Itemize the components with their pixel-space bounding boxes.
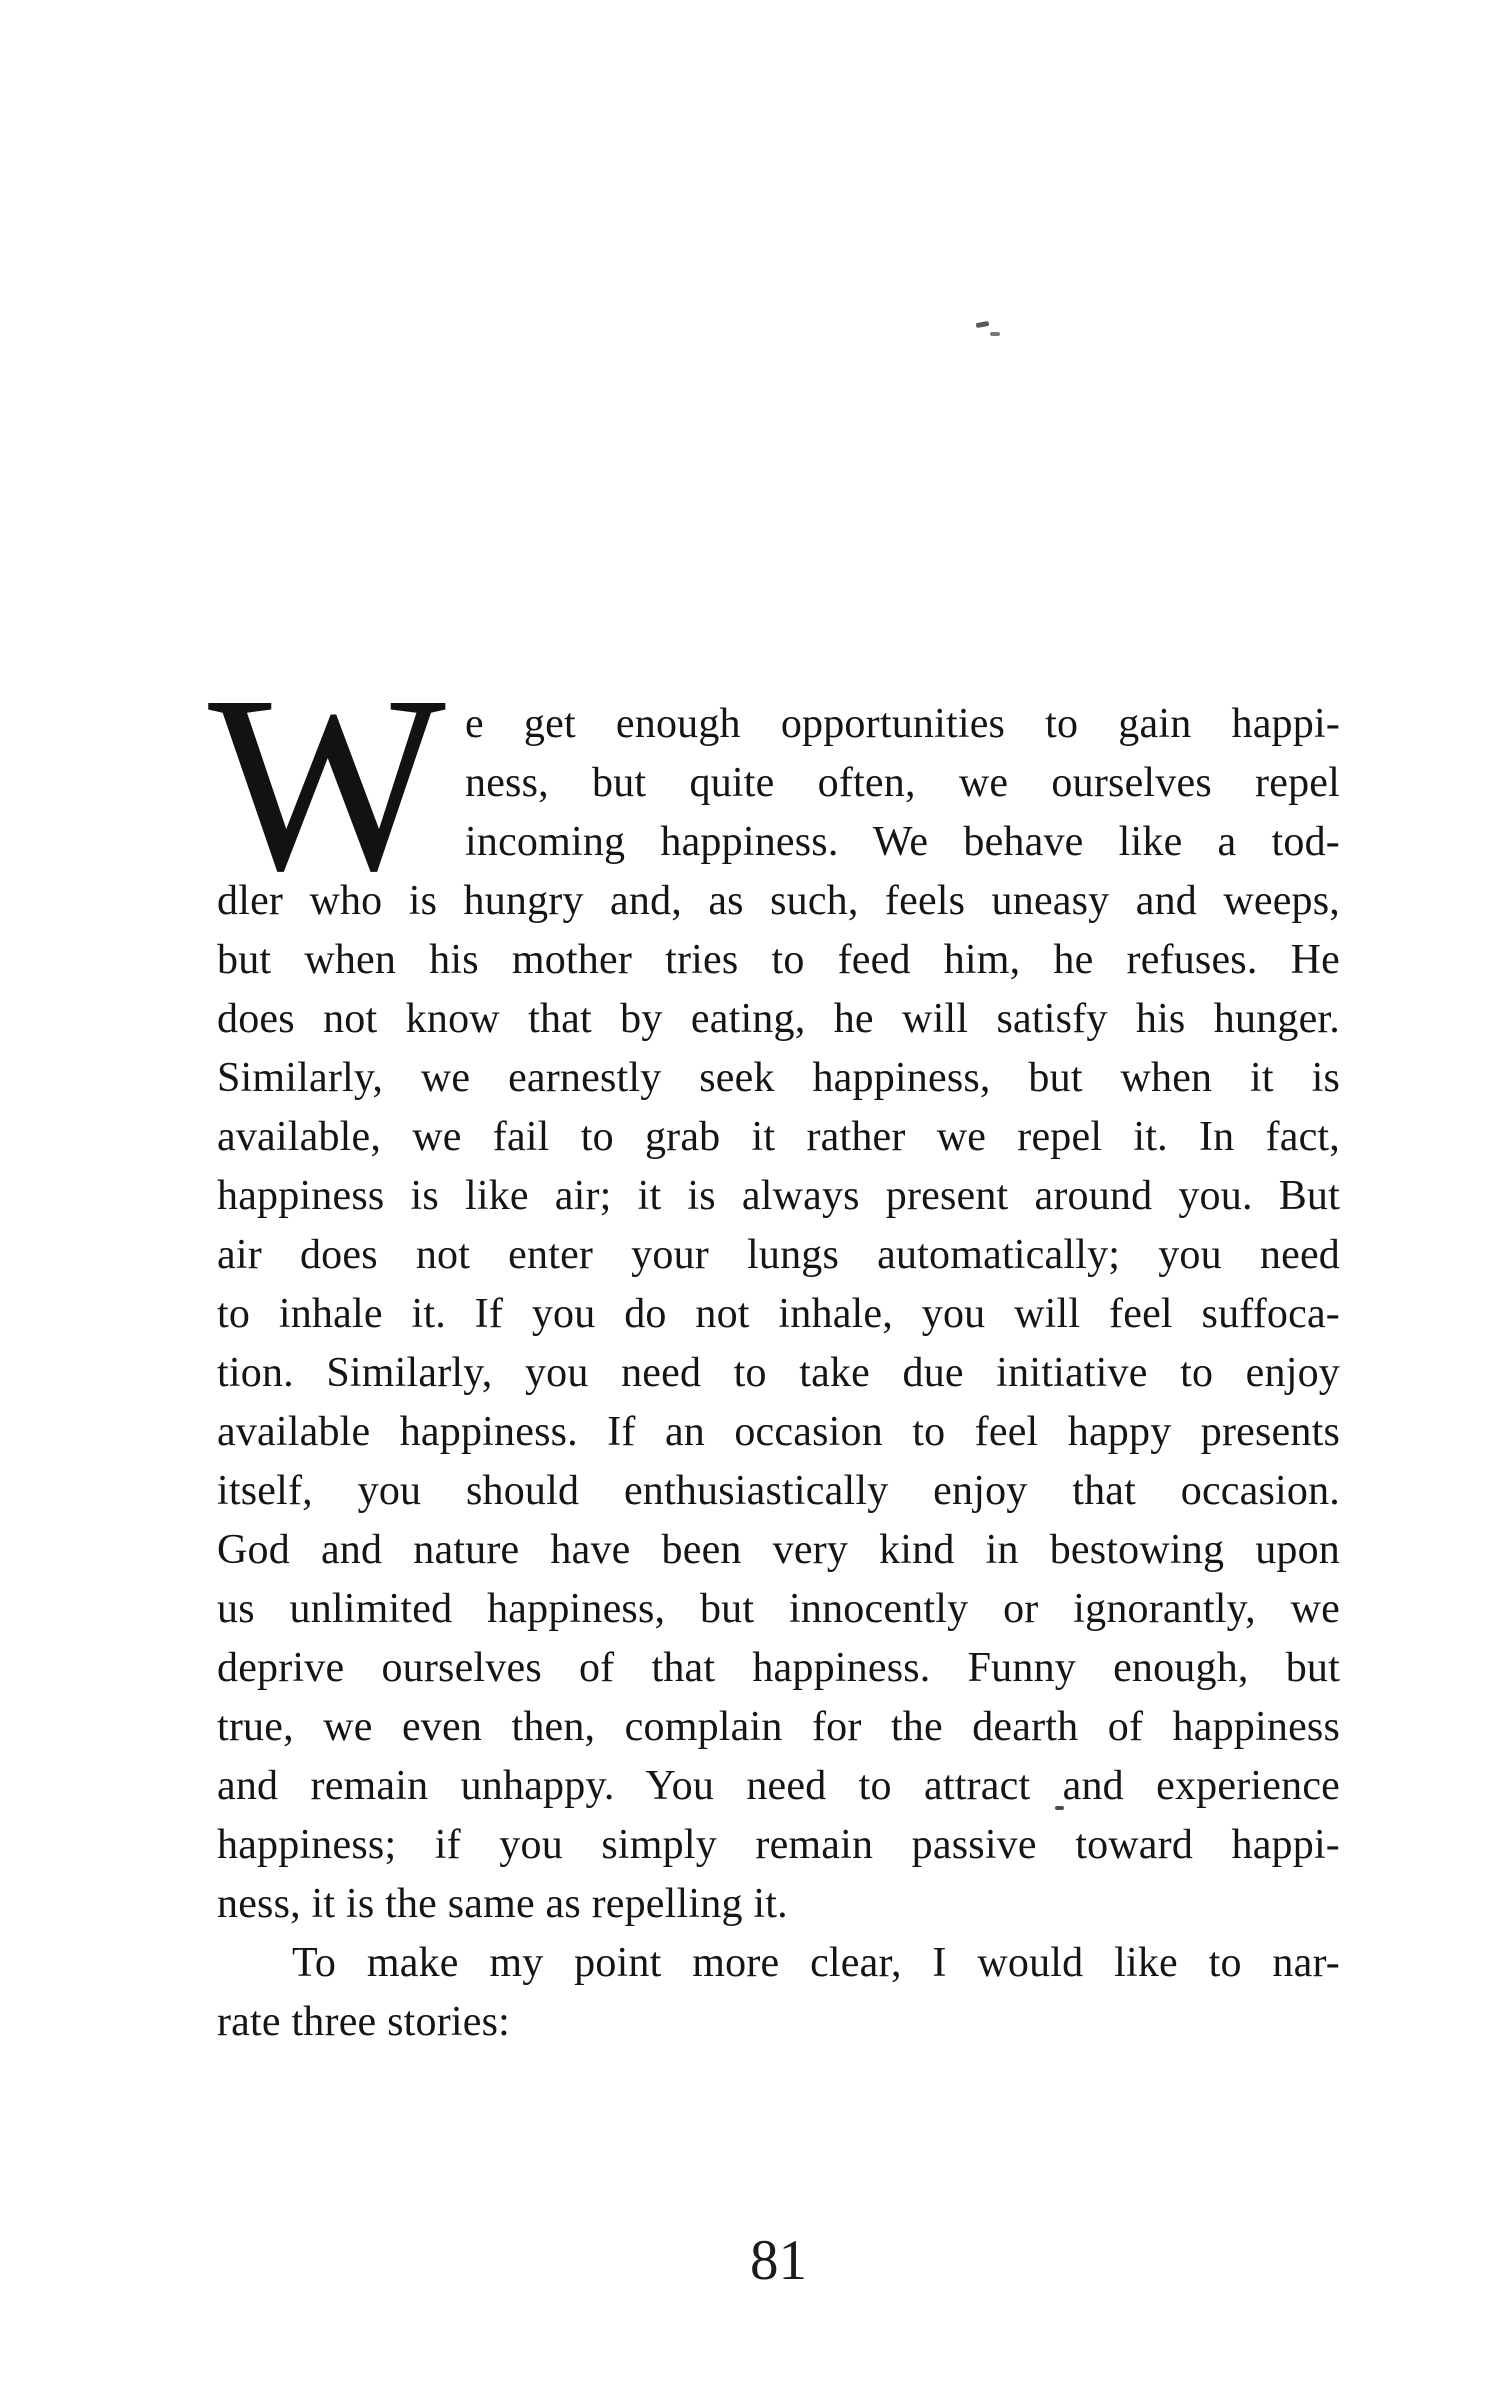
text-line: Similarly, we earnestly seek happiness, but when it is — [217, 1055, 1340, 1101]
text-line: tion. Similarly, you need to take due initiative to enjoy — [217, 1350, 1340, 1396]
text-line: rate three stories: — [217, 1999, 511, 2045]
page-number: 81 — [750, 2229, 807, 2292]
scan-smudge-mark — [990, 332, 1000, 336]
text-line: us unlimited happiness, but innocently or ignorantly, we — [217, 1586, 1340, 1632]
text-line: deprive ourselves of that happiness. Funny enough, but — [217, 1645, 1340, 1691]
text-line: but when his mother tries to feed him, he refuses. He — [217, 937, 1340, 983]
text-line: does not know that by eating, he will satisfy his hunger. — [217, 996, 1340, 1042]
text-line: air does not enter your lungs automatically; you need — [217, 1232, 1340, 1278]
text-line: ness, but quite often, we ourselves repel — [465, 760, 1340, 806]
text-line: itself, you should enthusiastically enjoy that occasion. — [217, 1468, 1340, 1514]
text-line: e get enough opportunities to gain happi- — [465, 701, 1340, 747]
text-line: and remain unhappy. You need to attract and experience — [217, 1763, 1340, 1809]
text-line: incoming happiness. We behave like a tod- — [465, 819, 1340, 865]
text-line: happiness; if you simply remain passive toward happi- — [217, 1822, 1340, 1868]
text-line: ness, it is the same as repelling it. — [217, 1881, 788, 1927]
text-line: to inhale it. If you do not inhale, you will feel suffoca- — [217, 1291, 1340, 1337]
drop-cap-letter: W — [208, 643, 446, 923]
text-line: true, we even then, complain for the dearth of happiness — [217, 1704, 1340, 1750]
scan-smudge-mark — [976, 321, 990, 328]
text-line: To make my point more clear, I would like to nar- — [292, 1940, 1340, 1986]
text-line: available happiness. If an occasion to feel happy presents — [217, 1409, 1340, 1455]
text-line: happiness is like air; it is always present around you. But — [217, 1173, 1340, 1219]
body-text — [217, 695, 1340, 2052]
text-line: dler who is hungry and, as such, feels uneasy and weeps, — [217, 878, 1340, 924]
text-line: God and nature have been very kind in bestowing upon — [217, 1527, 1340, 1573]
text-line: available, we fail to grab it rather we repel it. In fact, — [217, 1114, 1340, 1160]
